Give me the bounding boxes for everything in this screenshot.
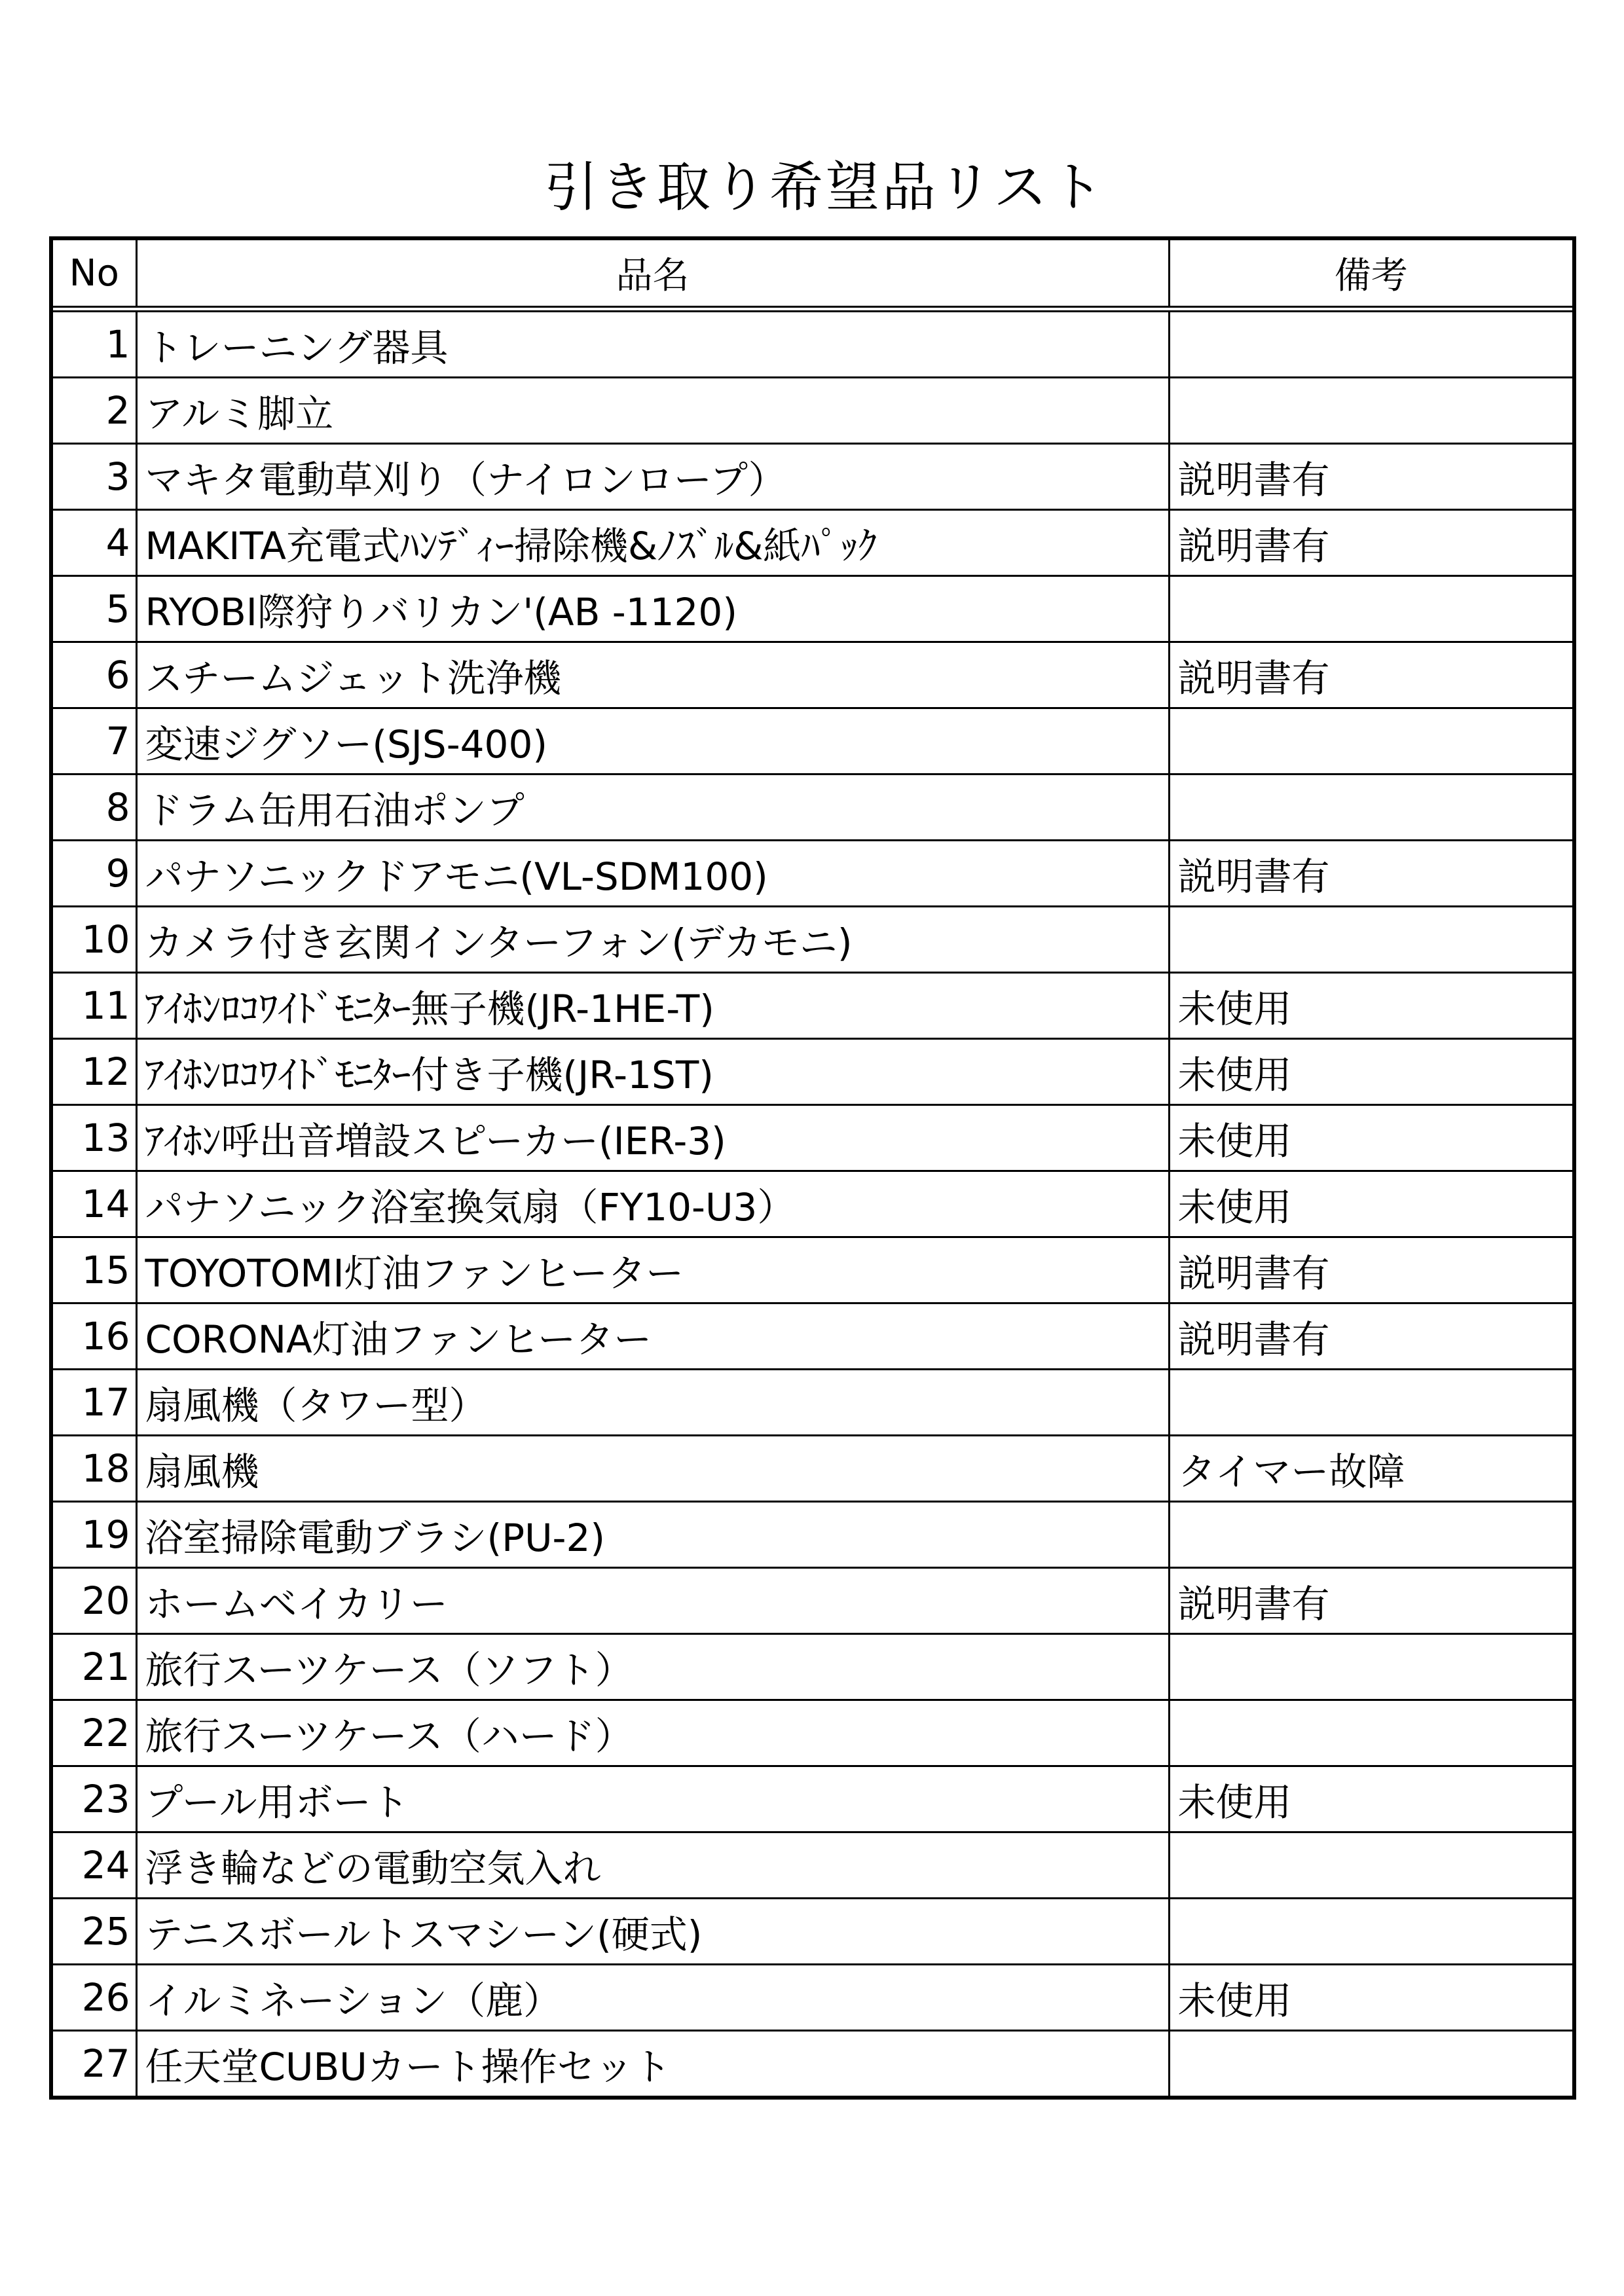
cell-no: 21 <box>53 1634 136 1700</box>
table-row <box>53 510 1572 576</box>
table-row <box>53 774 1572 841</box>
table-row <box>53 973 1572 1039</box>
table-header <box>53 240 1572 309</box>
column-header-note: 備考 <box>1169 240 1572 309</box>
cell-no: 8 <box>53 774 136 841</box>
page-title: 引き取り希望品リスト <box>544 156 1107 219</box>
cell-note: 未使用 <box>1169 1766 1572 1832</box>
cell-item-name: ｱｲﾎﾝﾛｺﾜｲﾄﾞﾓﾆﾀｰ無子機(JR-1HE-T) <box>136 973 1169 1039</box>
cell-note: 未使用 <box>1169 1039 1572 1105</box>
cell-item-name: イルミネーション（鹿） <box>136 1965 1169 2031</box>
cell-item-name: スチームジェット洗浄機 <box>136 642 1169 708</box>
cell-item-name: RYOBI際狩りバリカン'(AB -1120) <box>136 576 1169 642</box>
cell-no: 22 <box>53 1700 136 1766</box>
cell-note: 説明書有 <box>1169 1303 1572 1370</box>
cell-note <box>1169 309 1572 378</box>
cell-note: 未使用 <box>1169 1965 1572 2031</box>
cell-no: 5 <box>53 576 136 642</box>
column-header-no: No <box>53 240 136 309</box>
table-row <box>53 1436 1572 1502</box>
table-row <box>53 309 1572 378</box>
cell-note: 説明書有 <box>1169 841 1572 907</box>
table-row <box>53 1634 1572 1700</box>
table-row <box>53 1832 1572 1899</box>
table-row <box>53 1303 1572 1370</box>
cell-note <box>1169 1502 1572 1568</box>
cell-item-name: マキタ電動草刈り（ナイロンロープ） <box>136 444 1169 510</box>
cell-item-name: 浮き輪などの電動空気入れ <box>136 1832 1169 1899</box>
cell-no: 15 <box>53 1237 136 1303</box>
cell-note: 未使用 <box>1169 973 1572 1039</box>
table-row <box>53 2031 1572 2096</box>
cell-note: 説明書有 <box>1169 1568 1572 1634</box>
table-row <box>53 708 1572 774</box>
cell-note <box>1169 907 1572 973</box>
table-row <box>53 378 1572 444</box>
cell-no: 7 <box>53 708 136 774</box>
cell-no: 3 <box>53 444 136 510</box>
cell-item-name: 旅行スーツケース（ハード） <box>136 1700 1169 1766</box>
cell-item-name: ｱｲﾎﾝ呼出音増設スピーカー(IER-3) <box>136 1105 1169 1171</box>
cell-item-name: カメラ付き玄関インターフォン(デカモニ) <box>136 907 1169 973</box>
cell-item-name: 旅行スーツケース（ソフト） <box>136 1634 1169 1700</box>
item-list-table <box>53 240 1572 2096</box>
table-row <box>53 1568 1572 1634</box>
cell-no: 17 <box>53 1370 136 1436</box>
cell-no: 26 <box>53 1965 136 2031</box>
cell-no: 9 <box>53 841 136 907</box>
cell-item-name: 浴室掃除電動ブラシ(PU-2) <box>136 1502 1169 1568</box>
cell-note: 説明書有 <box>1169 444 1572 510</box>
cell-item-name: 任天堂CUBUカート操作セット <box>136 2031 1169 2096</box>
cell-note <box>1169 774 1572 841</box>
cell-item-name: MAKITA充電式ﾊﾝﾃﾞｨｰ掃除機&ﾉｽﾞﾙ&紙ﾊﾟｯｸ <box>136 510 1169 576</box>
cell-item-name: テニスボールトスマシーン(硬式) <box>136 1899 1169 1965</box>
cell-note <box>1169 2031 1572 2096</box>
table-row <box>53 907 1572 973</box>
cell-no: 11 <box>53 973 136 1039</box>
cell-no: 6 <box>53 642 136 708</box>
cell-note <box>1169 1700 1572 1766</box>
cell-no: 24 <box>53 1832 136 1899</box>
table-row <box>53 1502 1572 1568</box>
cell-note <box>1169 1634 1572 1700</box>
table-row <box>53 1965 1572 2031</box>
table-row <box>53 1171 1572 1237</box>
cell-item-name: 変速ジグソー(SJS-400) <box>136 708 1169 774</box>
table-row <box>53 841 1572 907</box>
cell-note: 説明書有 <box>1169 1237 1572 1303</box>
cell-note <box>1169 576 1572 642</box>
cell-note <box>1169 1832 1572 1899</box>
cell-item-name: ホームベイカリー <box>136 1568 1169 1634</box>
cell-note: 説明書有 <box>1169 642 1572 708</box>
cell-no: 2 <box>53 378 136 444</box>
cell-no: 12 <box>53 1039 136 1105</box>
table-body <box>53 309 1572 2096</box>
cell-note <box>1169 1899 1572 1965</box>
cell-item-name: パナソニック浴室換気扇（FY10-U3） <box>136 1171 1169 1237</box>
table-row <box>53 1766 1572 1832</box>
cell-item-name: CORONA灯油ファンヒーター <box>136 1303 1169 1370</box>
table-row <box>53 1039 1572 1105</box>
cell-note <box>1169 708 1572 774</box>
table-row <box>53 1899 1572 1965</box>
cell-note: 説明書有 <box>1169 510 1572 576</box>
table-row <box>53 1105 1572 1171</box>
cell-no: 23 <box>53 1766 136 1832</box>
cell-note: タイマー故障 <box>1169 1436 1572 1502</box>
cell-no: 16 <box>53 1303 136 1370</box>
cell-no: 10 <box>53 907 136 973</box>
table-row <box>53 1237 1572 1303</box>
cell-no: 4 <box>53 510 136 576</box>
header-row <box>53 240 1572 309</box>
cell-item-name: 扇風機（タワー型） <box>136 1370 1169 1436</box>
cell-note <box>1169 378 1572 444</box>
table-row <box>53 444 1572 510</box>
table-row <box>53 576 1572 642</box>
cell-note: 未使用 <box>1169 1171 1572 1237</box>
cell-no: 13 <box>53 1105 136 1171</box>
cell-note <box>1169 1370 1572 1436</box>
cell-no: 18 <box>53 1436 136 1502</box>
cell-note: 未使用 <box>1169 1105 1572 1171</box>
table-row <box>53 1700 1572 1766</box>
cell-item-name: トレーニング器具 <box>136 309 1169 378</box>
table-row <box>53 1370 1572 1436</box>
cell-no: 14 <box>53 1171 136 1237</box>
cell-no: 1 <box>53 309 136 378</box>
cell-no: 25 <box>53 1899 136 1965</box>
item-list-table-frame <box>49 236 1576 2100</box>
cell-item-name: 扇風機 <box>136 1436 1169 1502</box>
table-row <box>53 642 1572 708</box>
cell-no: 19 <box>53 1502 136 1568</box>
cell-no: 27 <box>53 2031 136 2096</box>
cell-item-name: プール用ボート <box>136 1766 1169 1832</box>
cell-item-name: ドラム缶用石油ポンプ <box>136 774 1169 841</box>
cell-item-name: アルミ脚立 <box>136 378 1169 444</box>
cell-item-name: TOYOTOMI灯油ファンヒーター <box>136 1237 1169 1303</box>
column-header-name: 品名 <box>136 240 1169 309</box>
cell-no: 20 <box>53 1568 136 1634</box>
cell-item-name: パナソニックドアモニ(VL-SDM100) <box>136 841 1169 907</box>
cell-item-name: ｱｲﾎﾝﾛｺﾜｲﾄﾞﾓﾆﾀｰ付き子機(JR-1ST) <box>136 1039 1169 1105</box>
